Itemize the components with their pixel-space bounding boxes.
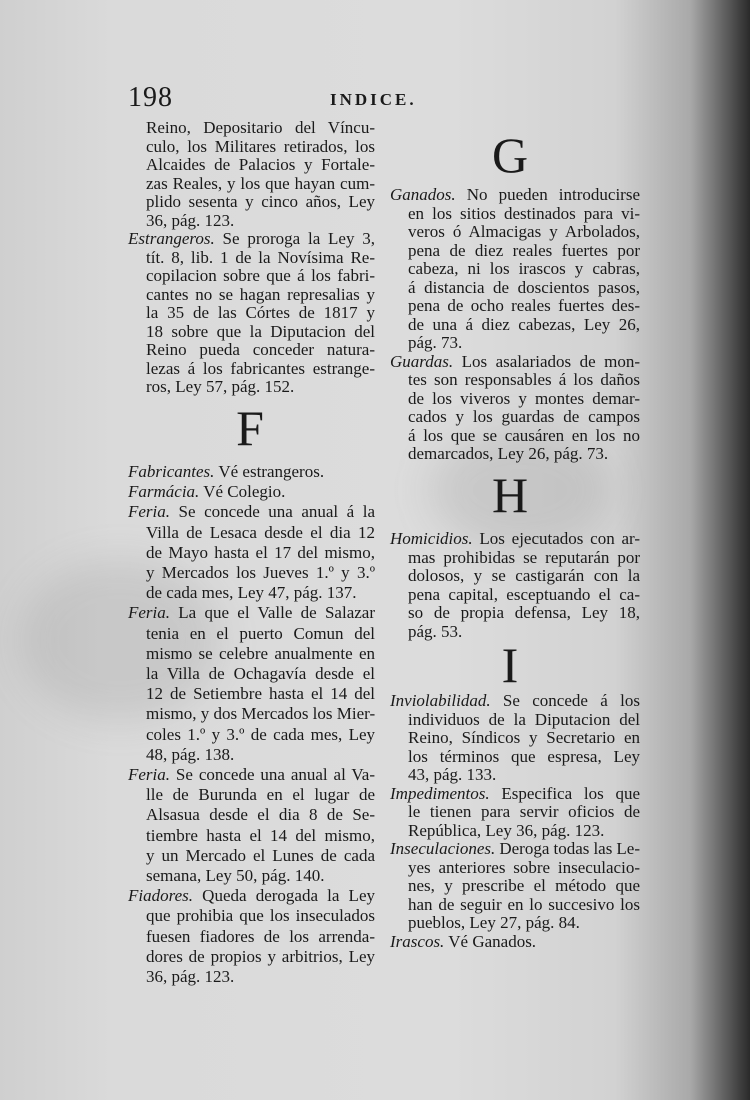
entry-text: de una á diez cabezas, Ley 26, <box>408 314 640 334</box>
entry-term: Inseculaciones. <box>390 839 496 858</box>
entry-line <box>390 223 640 242</box>
index-entry <box>390 530 640 641</box>
entry-line <box>390 316 640 335</box>
index-entry <box>128 482 375 502</box>
entry-text: mismo, y dos Mercados los Mier- <box>146 704 376 724</box>
entry-line <box>128 502 375 522</box>
entry-text: Los asalariados de mon- <box>453 351 640 371</box>
entry-line <box>390 427 640 446</box>
entry-term: Fiadores. <box>128 886 194 906</box>
entry-line <box>128 624 375 644</box>
entry-line <box>128 138 375 157</box>
entry-line <box>128 360 375 379</box>
section-letter-f: F <box>236 400 264 456</box>
entry-text: Se concede una anual al Va- <box>170 765 375 785</box>
entry-line <box>390 549 640 568</box>
entry-line <box>390 692 640 711</box>
entry-term: Guardas. <box>390 351 454 371</box>
entry-text: 43, pág. 133. <box>408 765 497 784</box>
entry-line <box>390 530 640 549</box>
entry-text: pena de ocho reales fuertes des- <box>408 296 640 315</box>
entry-line <box>390 803 640 822</box>
entry-line <box>128 175 375 194</box>
entry-text: 18 sobre que la Diputacion del <box>146 321 375 341</box>
entry-line <box>128 193 375 212</box>
right-entries-i <box>390 692 640 951</box>
index-entry <box>128 765 375 886</box>
entry-text: individuos de la Diputacion del <box>408 709 640 729</box>
index-entry <box>128 119 375 230</box>
entry-text: Vé estrangeros. <box>214 462 325 481</box>
entry-text: Se proroga la Ley 3, <box>214 229 375 248</box>
entry-line <box>128 603 375 623</box>
entry-text: Reino pueda conceder natura- <box>146 340 375 359</box>
entry-line <box>390 408 640 427</box>
entry-line <box>128 644 375 664</box>
entry-text: de los viveros y montes demar- <box>408 388 640 408</box>
entry-line <box>128 805 375 825</box>
entry-line <box>128 212 375 231</box>
entry-text: Alsasua desde el dia 8 de Se- <box>146 805 375 825</box>
entry-text: de cada mes, Ley 47, pág. 137. <box>146 583 357 603</box>
entry-text: Alcaides de Palacios y Fortale- <box>146 155 375 174</box>
entry-text: Vé Ganados. <box>444 931 537 951</box>
index-entry <box>390 353 640 464</box>
entry-line <box>128 543 375 563</box>
entry-text: lle de Burunda en el lugar de <box>146 785 375 805</box>
entry-text: tenia en el puerto Comun del <box>146 623 375 643</box>
entry-line <box>128 684 375 704</box>
entry-text: han de seguir en lo succesivo los <box>408 894 640 914</box>
entry-line <box>128 462 375 482</box>
entry-line <box>128 967 375 987</box>
entry-line <box>390 390 640 409</box>
entry-text: y Mercados los Jueves 1.º y 3.º <box>146 563 375 583</box>
entry-text: so de propia defensa, Ley 18, <box>408 603 640 622</box>
entry-text: pág. 73. <box>408 333 463 352</box>
left-entries-top <box>128 119 375 397</box>
entry-line <box>390 586 640 605</box>
entry-line <box>128 866 375 886</box>
entry-line <box>390 186 640 205</box>
entry-line <box>390 260 640 279</box>
entry-term: Homicidios. <box>390 529 473 548</box>
entry-text: tít. 8, lib. 1 de la Novísima Re- <box>146 247 375 267</box>
entry-text: 36, pág. 123. <box>146 210 235 230</box>
entry-line <box>390 334 640 353</box>
entry-text: La que el Valle de Salazar <box>170 603 375 623</box>
entry-term: Feria. <box>128 603 171 623</box>
entry-line <box>390 729 640 748</box>
index-entry <box>390 933 640 952</box>
entry-text: veros ó Almacigas y Arbolados, <box>408 222 640 241</box>
entry-line <box>390 914 640 933</box>
entry-line <box>128 927 375 947</box>
section-letter-i: I <box>501 637 519 693</box>
entry-text: en los sitios destinados para vi- <box>408 203 640 223</box>
entry-line <box>128 323 375 342</box>
entry-line <box>390 371 640 390</box>
entry-text: pena capital, esceptuando el ca- <box>408 584 640 604</box>
entry-line <box>128 378 375 397</box>
entry-line <box>128 826 375 846</box>
entry-text: zas Reales, y los que hayan cum- <box>146 173 375 193</box>
page-number: 198 <box>128 82 173 113</box>
entry-text: Deroga todas las Le- <box>495 839 640 858</box>
index-entry <box>128 230 375 397</box>
entry-text: demarcados, Ley 26, pág. 73. <box>408 444 609 463</box>
index-entry <box>128 502 375 603</box>
entry-line <box>390 933 640 952</box>
entry-line <box>390 242 640 261</box>
entry-line <box>390 279 640 298</box>
entry-text: la 35 de las Córtes de 1817 y <box>146 303 375 322</box>
entry-line <box>128 230 375 249</box>
index-entry <box>128 886 375 987</box>
entry-line <box>128 906 375 926</box>
entry-line <box>128 947 375 967</box>
index-entry <box>128 603 375 765</box>
index-entry <box>390 186 640 353</box>
entry-term: Inviolabilidad. <box>390 691 491 710</box>
entry-line <box>128 765 375 785</box>
entry-text: yes anteriores sobre inseculacio- <box>408 857 640 877</box>
entry-line <box>390 859 640 878</box>
entry-text: Reino, Depositario del Víncu- <box>146 118 375 137</box>
entry-line <box>390 205 640 224</box>
entry-text: pena de diez reales fuertes por <box>408 240 640 260</box>
index-entry <box>128 462 375 482</box>
entry-text: ros, Ley 57, pág. 152. <box>146 377 295 396</box>
index-entry <box>390 785 640 841</box>
entry-text: Especifica los que <box>489 783 640 803</box>
entry-text: plido sesenta y cinco años, Ley <box>146 192 375 211</box>
entry-text: cantes no se hagan represalias y <box>146 284 375 304</box>
entry-text: semana, Ley 50, pág. 140. <box>146 866 325 886</box>
entry-text: nes, y prescribe el método que <box>408 876 640 895</box>
entry-text: culo, los Militares retirados, los <box>146 136 375 156</box>
entry-term: Ganados. <box>390 185 456 204</box>
entry-term: Estrangeros. <box>128 229 215 248</box>
entry-line <box>390 877 640 896</box>
entry-line <box>128 563 375 583</box>
entry-term: Feria. <box>128 502 171 522</box>
right-entries-h <box>390 530 640 641</box>
entry-line <box>390 297 640 316</box>
entry-text: pueblos, Ley 27, pág. 84. <box>408 913 580 932</box>
entry-line <box>390 840 640 859</box>
entry-line <box>128 886 375 906</box>
entry-text: Reino, Síndicos y Secretario en <box>408 728 640 747</box>
entry-line <box>128 523 375 543</box>
entry-text: 48, pág. 138. <box>146 744 235 764</box>
entry-text: á los que se causáren en los no <box>408 425 640 445</box>
entry-line <box>128 664 375 684</box>
entry-line <box>390 766 640 785</box>
entry-text: 12 de Setiembre hasta el 14 del <box>146 684 375 704</box>
entry-line <box>128 745 375 765</box>
entry-term: Fabricantes. <box>128 462 215 481</box>
entry-text: No pueden introducirse <box>455 185 640 204</box>
entry-text: y un Mercado el Lunes de cada <box>146 845 375 865</box>
entry-line <box>128 341 375 360</box>
entry-text: 36, pág. 123. <box>146 967 235 987</box>
entry-text: dolosos, y se castigarán con la <box>408 566 640 585</box>
entry-line <box>128 286 375 305</box>
entry-text: de Mayo hasta el 17 del mismo, <box>146 542 375 562</box>
entry-text: Queda derogada la Ley <box>193 886 375 906</box>
entry-line <box>128 119 375 138</box>
entry-text: los términos que espresa, Ley <box>408 746 640 766</box>
right-entries-g <box>390 186 640 464</box>
entry-text: Se concede á los <box>490 691 640 710</box>
entry-text: lezas á los fabricantes estrange- <box>146 358 375 378</box>
entry-line <box>390 785 640 804</box>
entry-text: á distancia de doscientos pasos, <box>408 277 640 297</box>
entry-line <box>390 896 640 915</box>
entry-line <box>128 267 375 286</box>
entry-text: tiembre hasta el 14 del mismo, <box>146 825 375 845</box>
section-letter-h: H <box>491 467 529 523</box>
entry-text: República, Ley 36, pág. 123. <box>408 820 605 840</box>
index-entry <box>390 692 640 785</box>
entry-line <box>128 482 375 502</box>
section-letter-g: G <box>491 127 529 183</box>
left-entries-f <box>128 462 375 987</box>
entry-text: cados y los guardas de campos <box>408 407 640 426</box>
entry-line <box>390 445 640 464</box>
entry-line <box>128 785 375 805</box>
entry-line <box>128 725 375 745</box>
entry-text: Los ejecutados con ar- <box>472 529 640 548</box>
entry-text: le tienen para servir oficios de <box>408 802 640 821</box>
entry-text: mas prohibidas se reputarán por <box>408 547 640 567</box>
entry-text: Se concede una anual á la <box>170 502 375 522</box>
entry-text: fuesen fiadores de los arrenda- <box>146 926 375 946</box>
left-entries-e <box>128 230 375 397</box>
entry-line <box>128 156 375 175</box>
entry-text: copilacion sobre que á los fabri- <box>146 266 375 285</box>
entry-text: dores de propios y arbitrios, Ley <box>146 946 375 966</box>
entry-line <box>390 353 640 372</box>
entry-line <box>390 711 640 730</box>
entry-line <box>128 846 375 866</box>
entry-text: cabeza, ni los irascos y cabras, <box>408 259 640 278</box>
entry-term: Farmácia. <box>128 482 200 502</box>
left-entries-continued <box>128 119 375 230</box>
index-entry <box>390 840 640 933</box>
entry-text: que prohibia que los inseculados <box>146 906 375 926</box>
entry-line <box>128 304 375 323</box>
entry-line <box>128 583 375 603</box>
entry-term: Impedimentos. <box>390 783 490 803</box>
entry-line <box>390 604 640 623</box>
entry-term: Feria. <box>128 765 171 785</box>
entry-text: la Villa de Ochagavía desde el <box>146 664 375 684</box>
entry-text: mismo se celebre anualmente en <box>146 643 375 663</box>
entry-line <box>390 822 640 841</box>
entry-line <box>128 704 375 724</box>
entry-line <box>128 249 375 268</box>
entry-text: Villa de Lesaca desde el dia 12 <box>146 522 375 542</box>
entry-text: tes son responsables á los daños <box>408 370 640 389</box>
entry-text: Vé Colegio. <box>199 482 286 502</box>
entry-text: coles 1.º y 3.º de cada mes, Ley <box>146 724 375 744</box>
entry-line <box>390 567 640 586</box>
running-head: INDICE. <box>330 90 417 109</box>
entry-term: Irascos. <box>390 931 445 951</box>
entry-line <box>390 748 640 767</box>
entry-text: pág. 53. <box>408 621 463 641</box>
